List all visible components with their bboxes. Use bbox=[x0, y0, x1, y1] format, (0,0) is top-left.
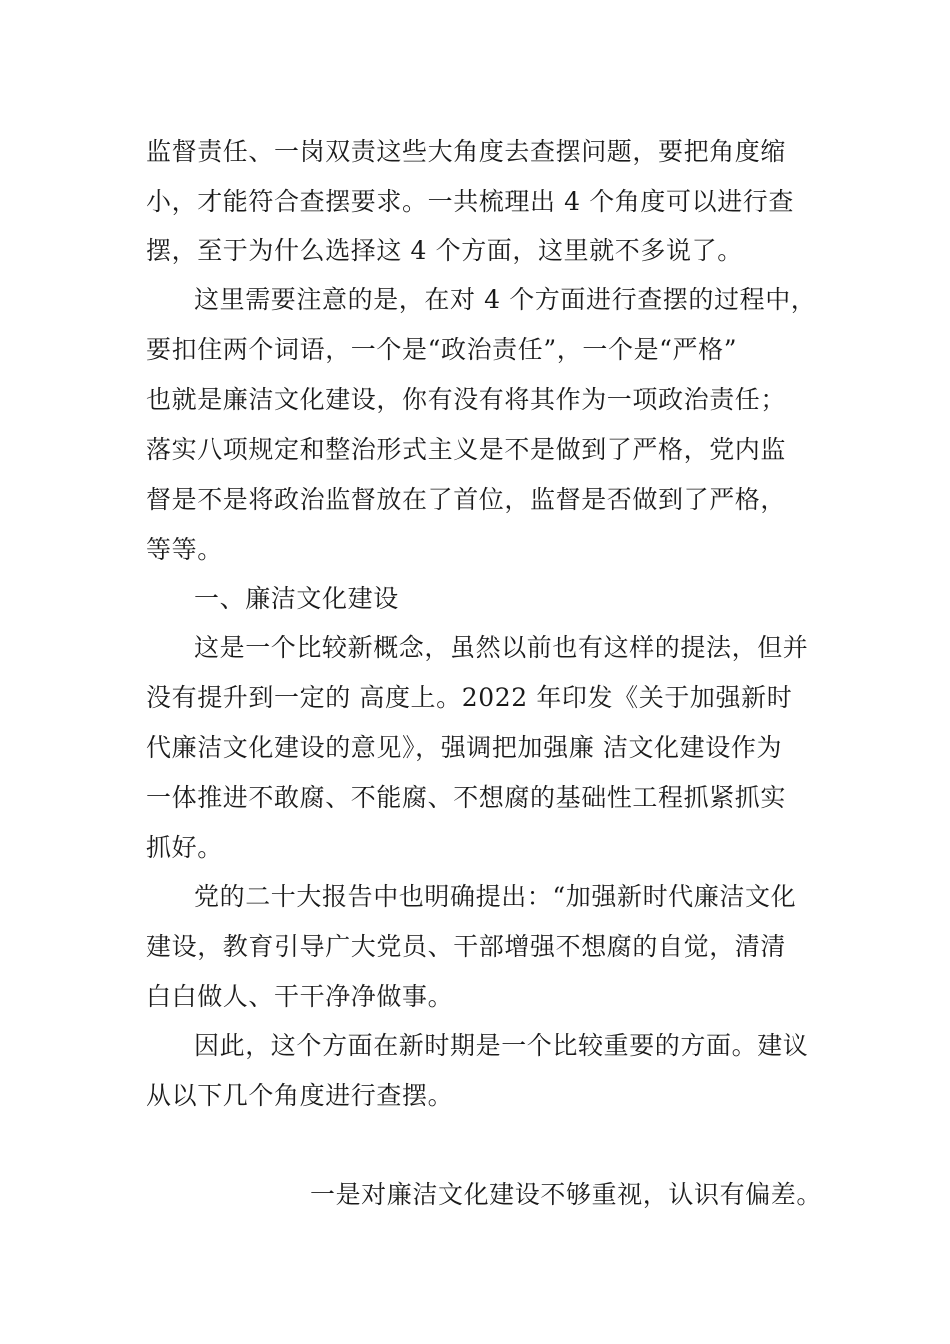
paragraph-first-line: 因此，这个方面在新时期是一个比较重要的方面。建议 bbox=[194, 1031, 809, 1060]
paragraph-first-line: 党的二十大报告中也明确提出：“加强新时代廉洁文化 bbox=[194, 882, 797, 911]
text-line: 小，才能符合查摆要求。一共梳理出 4 个角度可以进行查 bbox=[146, 187, 795, 216]
text-line: 要扣住两个词语，一个是“政治责任”，一个是“严格” bbox=[146, 335, 738, 364]
text-line: 代廉洁文化建设的意见》，强调把加强廉 洁文化建设作为 bbox=[146, 733, 783, 762]
text-line: 一体推进不敢腐、不能腐、不想腐的基础性工程抓紧抓实 bbox=[146, 783, 787, 812]
text-line: 抓好。 bbox=[146, 833, 223, 862]
text-line: 等等。 bbox=[146, 535, 223, 564]
paragraph-first-line: 这里需要注意的是，在对 4 个方面进行查摆的过程中， bbox=[194, 285, 817, 314]
section-heading: 一、廉洁文化建设 bbox=[194, 584, 399, 613]
text-line: 白白做人、干干净净做事。 bbox=[146, 982, 454, 1011]
text-line: 也就是廉洁文化建设，你有没有将其作为一项政治责任； bbox=[146, 385, 787, 414]
paragraph-first-line: 这是一个比较新概念，虽然以前也有这样的提法，但并 bbox=[194, 633, 809, 662]
text-line: 建设，教育引导广大党员、干部增强不想腐的自觉，清清 bbox=[146, 932, 787, 961]
point-heading: 一是对廉洁文化建设不够重视，认识有偏差。 bbox=[309, 1180, 822, 1209]
text-line: 没有提升到一定的 高度上。2022 年印发《关于加强新时 bbox=[146, 683, 793, 712]
text-line: 摆，至于为什么选择这 4 个方面，这里就不多说了。 bbox=[146, 236, 743, 265]
text-line: 监督责任、一岗双责这些大角度去查摆问题，要把角度缩 bbox=[146, 137, 787, 166]
text-line: 督是不是将政治监督放在了首位，监督是否做到了严格， bbox=[146, 485, 787, 514]
text-line: 落实八项规定和整治形式主义是不是做到了严格，党内监 bbox=[146, 435, 787, 464]
text-line: 从以下几个角度进行查摆。 bbox=[146, 1081, 454, 1110]
